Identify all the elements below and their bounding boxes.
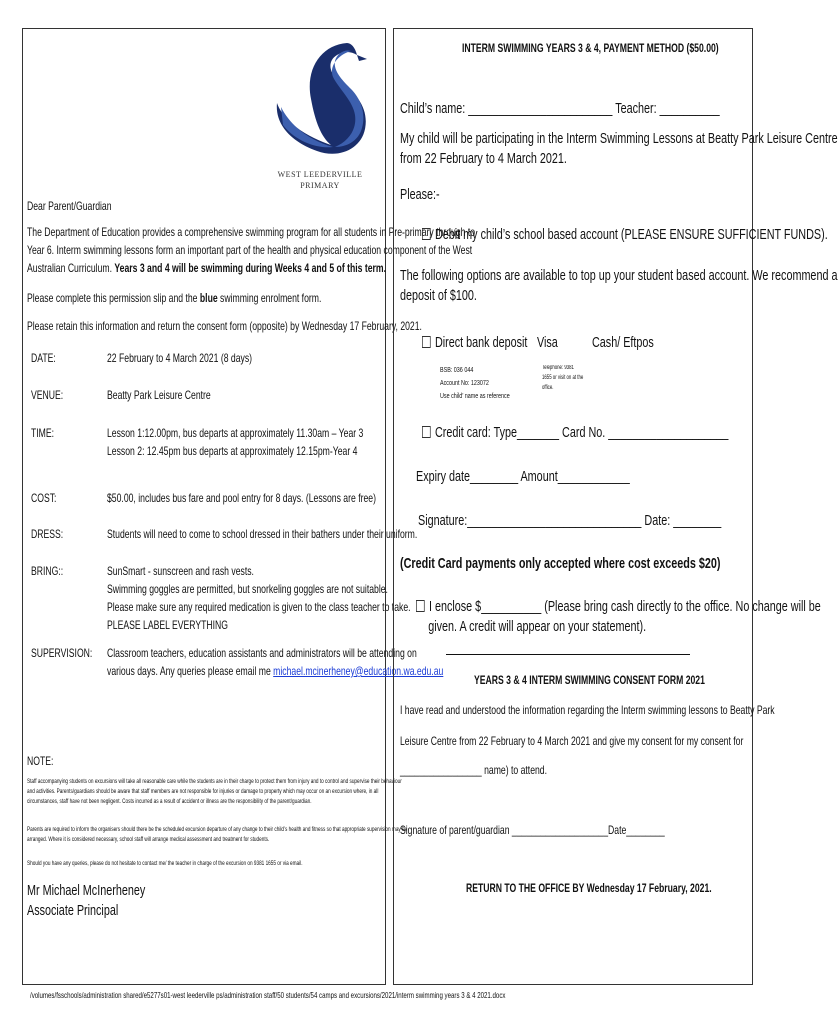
debit-checkbox[interactable]	[422, 228, 431, 240]
swan-logo-icon	[261, 37, 379, 162]
note-title: NOTE:	[27, 754, 54, 768]
intro-paragraph: The Department of Education provides a comprehensive swimming program for all students in Pre-primary through to Year 6. Interm swimming lessons form an important part of the health and physical education component of the West Australian Curriculum. Years 3 and 4 will be swimming during Weeks 4 and 5 of this term.	[27, 225, 476, 275]
direct-bank-option[interactable]: Direct bank deposit	[422, 333, 527, 353]
venue-value: Beatty Park Leisure Centre	[107, 388, 211, 402]
note-paragraph-1: Staff accompanying students on excursions will take all reasonable care while the students are in their charge to protect them from injury and to control and supervise their behaviour and activities. Parents/guardians should be aware that staff members are not responsible for injuries or damage to property which may occur on an excursion where, in all circumstances, staff have not been negligent. Costs incurred as a result of accident or illness are the responsibility of the parent/guardian.	[27, 778, 402, 805]
please-label: Please:-	[400, 186, 440, 203]
consent-line-2: Leisure Centre from 22 February to 4 March 2021 and give my consent for my consent for	[400, 734, 744, 748]
complete-instruction: Please complete this permission slip and the blue swimming enrolment form.	[27, 291, 322, 305]
greeting: Dear Parent/Guardian	[27, 199, 112, 213]
signoff-name: Mr Michael McInerheney	[27, 882, 146, 899]
direct-bank-checkbox[interactable]	[422, 336, 431, 348]
dress-label: DRESS:	[31, 527, 64, 541]
cost-value: $50.00, includes bus fare and pool entry for 8 days. (Lessons are free)	[107, 491, 376, 505]
signoff-title: Associate Principal	[27, 902, 119, 919]
enclose-cash-option[interactable]: I enclose $__________ (Please bring cash directly to the office. No change will be given. A credit will appear on your statement).	[416, 597, 821, 637]
debit-option[interactable]: Debit my child’s school based account (PLEASE ENSURE SUFFICIENT FUNDS).	[422, 225, 828, 245]
cost-label: COST:	[31, 491, 57, 505]
school-name-line1: WEST LEEDERVILLE	[277, 170, 363, 179]
date-value: 22 February to 4 March 2021 (8 days)	[107, 351, 253, 365]
school-logo	[261, 37, 379, 197]
expiry-amount-field[interactable]: Expiry date________ Amount____________	[416, 468, 630, 485]
school-name-line2: PRIMARY	[300, 181, 340, 190]
consent-heading: YEARS 3 & 4 INTERM SWIMMING CONSENT FORM 2021	[474, 673, 705, 687]
consent-child-name-field[interactable]: _________________ name) to attend.	[400, 763, 548, 777]
section-divider	[446, 654, 690, 655]
date-label: DATE:	[31, 351, 56, 365]
return-instruction: RETURN TO THE OFFICE BY Wednesday 17 February, 2021.	[466, 881, 712, 895]
credit-card-note: (Credit Card payments only accepted where cost exceeds $20)	[400, 555, 721, 572]
time-value: Lesson 1:12.00pm, bus departs at approximately 11.30am – Year 3 Lesson 2: 12.45pm bus departs at approximately 12.15pm-Year 4	[107, 426, 364, 458]
child-name-field[interactable]: Child’s name: ________________________ Teacher: __________	[400, 100, 720, 117]
footer-file-path: /volumes/fsschools/administration shared/e5277s01-west leederville ps/administration staff/50 students/54 camps and excursions/2021/interm swimming years 3 & 4 2021.docx	[30, 990, 506, 1000]
participation-text: My child will be participating in the Interm Swimming Lessons at Beatty Park Leisure Centre from 22 February to 4 March 2021.	[400, 130, 838, 167]
retain-instruction: Please retain this information and return the consent form (opposite) by Wednesday 17 February, 2021.	[27, 319, 422, 333]
consent-line-1: I have read and understood the information regarding the Interm swimming lessons to Beatty Park	[400, 703, 775, 717]
bring-value: SunSmart - sunscreen and rash vests. Swimming goggles are permitted, but snorkeling goggles are not suitable. Please make sure any required medication is given to the class teacher to take. PLEASE LABEL EVERYTHING	[107, 564, 411, 632]
payment-panel	[393, 28, 838, 985]
dress-value: Students will need to come to school dressed in their bathers under their uniform.	[107, 527, 418, 541]
note-paragraph-2: Parents are required to inform the organisers should there be the scheduled excursion departure of any change to their child’s health and fitness so that appropriate supervision may be arranged. Where it is considered necessary, school staff will arrange medical assessment and treatment for students.	[27, 826, 408, 843]
signoff	[27, 881, 145, 921]
contact-email-link[interactable]: michael.mcinerheney@education.wa.edu.au	[273, 664, 444, 678]
parent-signature-field[interactable]: Signature of parent/guardian ____________________Date________	[400, 823, 665, 837]
venue-label: VENUE:	[31, 388, 64, 402]
time-label: TIME:	[31, 426, 55, 440]
visa-label: Visa	[537, 334, 558, 351]
credit-card-checkbox[interactable]	[422, 426, 431, 438]
card-signature-field[interactable]: Signature:_____________________________ Date: ________	[418, 512, 722, 529]
payment-heading: INTERM SWIMMING YEARS 3 & 4, PAYMENT METHOD ($50.00)	[462, 41, 719, 55]
cash-eftpos-label: Cash/ Eftpos	[592, 334, 654, 351]
note-paragraph-3: Should you have any queries, please do not hesitate to contact me/ the teacher in charge of the excursion on 9381 1655 or via email.	[27, 860, 303, 867]
supervision-label: SUPERVISION:	[31, 646, 93, 660]
supervision-value: Classroom teachers, education assistants and administrators will be attending on various days. Any queries please email me michael.mcinerheney@education.wa.edu.au	[107, 646, 444, 678]
credit-card-option[interactable]: Credit card: Type_______ Card No. ____________________	[422, 423, 728, 443]
enclose-checkbox[interactable]	[416, 600, 425, 612]
phone-details: Telephone: 9381 1655 or visit on at the office.	[542, 365, 584, 391]
bring-label: BRING::	[31, 564, 64, 578]
bank-details: BSB: 036 044 Account No: 123072 Use child’ name as reference	[440, 365, 510, 400]
topup-text: The following options are available to top up your student based account. We recommend a deposit of $100.	[400, 267, 838, 304]
